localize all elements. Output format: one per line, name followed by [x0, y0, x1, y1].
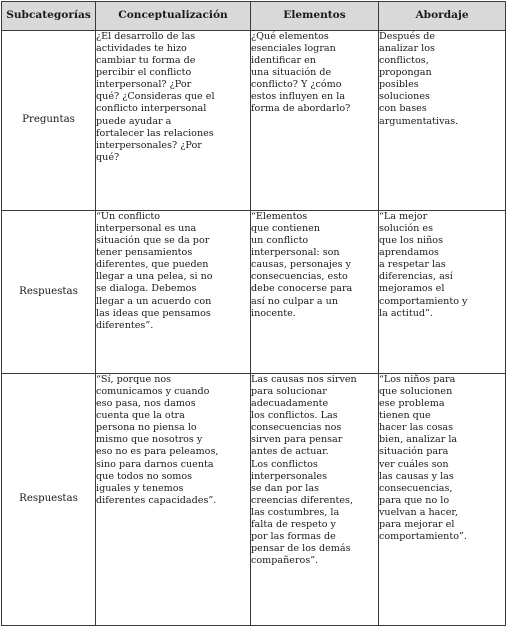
subcategory-cell: Respuestas	[2, 374, 96, 626]
cell-text: ¿El desarrollo de las actividades te hizo cambiar tu forma de percibir el conflicto interpersonal? ¿Por qué? ¿Consideras que el conflicto interpersonal puede ayudar a fortalecer las relaciones interpersonales? ¿Por qué?	[96, 31, 215, 163]
cell-text: “La mejor solución es que los niños aprendamos a respetar las diferencias, así mejoramos el comportamiento y la actitud”.	[379, 211, 468, 319]
cell-text: “Sí, porque nos comunicamos y cuando eso pasa, nos damos cuenta que la otra persona no piensa lo mismo que nosotros y eso no es para peleamos, sino para darnos cuenta que todos no somos iguales y tenemos diferentes capacidades”.	[96, 374, 219, 506]
elementos-cell	[251, 211, 379, 374]
subcategory-cell: Preguntas	[2, 31, 96, 211]
elementos-cell	[251, 374, 379, 626]
header-subcategorias: Subcategorías	[2, 2, 96, 31]
conceptualizacion-cell	[96, 31, 251, 211]
table-row	[2, 374, 506, 626]
header-row	[2, 2, 506, 31]
cell-text: “Un conflicto interpersonal es una situación que se da por tener pensamientos diferentes, que pueden llegar a una pelea, si no se dialoga. Debemos llegar a un acuerdo con las ideas que pensamos diferentes”.	[96, 211, 213, 331]
cell-text: “Los niños para que solucionen ese problema tienen que hacer las cosas bien, analizar la situación para ver cuáles son las causas y las consecuencias, para que no lo vuelvan a hacer, para mejorar el comportamiento”.	[379, 374, 467, 543]
abordaje-cell	[379, 211, 506, 374]
conceptualizacion-cell	[96, 211, 251, 374]
conceptualizacion-cell	[96, 374, 251, 626]
elementos-cell	[251, 31, 379, 211]
table-row	[2, 31, 506, 211]
header-conceptualizacion: Conceptualización	[96, 2, 251, 31]
cell-text: Después de analizar los conflictos, propongan posibles soluciones con bases argumentativas.	[379, 31, 459, 127]
table-row	[2, 211, 506, 374]
cell-text: Las causas nos sirven para solucionar adecuadamente los conflictos. Las consecuencias nos sirven para pensar antes de actuar. Los conflictos interpersonales se dan por las creencias diferentes, las costumbres, la falta de respeto y por las formas de pensar de los demás compañeros”.	[251, 374, 357, 567]
header-abordaje: Abordaje	[379, 2, 506, 31]
header-elementos: Elementos	[251, 2, 379, 31]
categories-table	[1, 1, 506, 626]
abordaje-cell	[379, 374, 506, 626]
subcategory-cell: Respuestas	[2, 211, 96, 374]
cell-text: “Elementos que contienen un conflicto interpersonal: son causas, personajes y consecuencias, esto debe conocerse para así no culpar a un inocente.	[251, 211, 353, 319]
cell-text: ¿Qué elementos esenciales logran identificar en una situación de conflicto? Y ¿cómo estos influyen en la forma de abordarlo?	[251, 31, 351, 115]
abordaje-cell	[379, 31, 506, 211]
